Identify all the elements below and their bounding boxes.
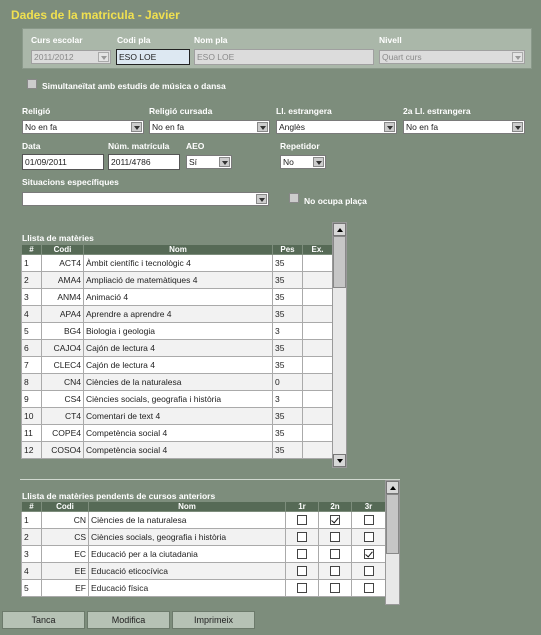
row-ex — [303, 272, 333, 289]
pendents-table — [21, 501, 386, 597]
chevron-down-icon — [512, 122, 523, 132]
repetidor-select[interactable] — [280, 155, 326, 169]
table-row[interactable] — [22, 374, 333, 391]
repetidor-label: Repetidor — [280, 141, 320, 151]
simultaneitat-checkbox[interactable] — [27, 79, 37, 89]
row-num: 10 — [22, 408, 42, 425]
situacions-select[interactable] — [22, 192, 269, 206]
no-ocupa-checkbox[interactable] — [289, 193, 299, 203]
pending-c2-checkbox[interactable] — [330, 566, 340, 576]
aeo-label: AEO — [186, 141, 205, 151]
col-nom: Nom — [84, 245, 273, 255]
llengua2-label: 2a Ll. estrangera — [403, 106, 471, 116]
cell-c3 — [352, 512, 386, 529]
table-row[interactable] — [22, 323, 333, 340]
row-ex — [303, 289, 333, 306]
col-pes: Pes — [273, 245, 303, 255]
pending-c1-checkbox[interactable] — [297, 583, 307, 593]
llengua-select[interactable] — [276, 120, 397, 134]
row-pes: 35 — [273, 255, 303, 272]
row-num: 3 — [22, 546, 42, 563]
row-codi: EE — [42, 563, 89, 580]
row-codi: COSO4 — [42, 442, 84, 459]
table-row[interactable] — [22, 391, 333, 408]
llengua2-select[interactable] — [403, 120, 525, 134]
cell-c1 — [286, 563, 319, 580]
religio-cursada-value: No en fa — [152, 122, 185, 132]
row-codi: BG4 — [42, 323, 84, 340]
row-ex — [303, 323, 333, 340]
row-num: 1 — [22, 255, 42, 272]
cell-c3 — [352, 546, 386, 563]
no-ocupa-label: No ocupa plaça — [304, 196, 367, 206]
codi-pla-label: Codi pla — [117, 35, 151, 45]
row-num: 7 — [22, 357, 42, 374]
table-row[interactable] — [22, 425, 333, 442]
col-codi: Codi — [42, 245, 84, 255]
pending-c2-checkbox[interactable] — [330, 515, 340, 525]
table-row[interactable] — [22, 255, 333, 272]
table-row[interactable] — [22, 529, 386, 546]
table-row[interactable] — [22, 408, 333, 425]
row-num: 12 — [22, 442, 42, 459]
row-pes: 3 — [273, 323, 303, 340]
row-codi: CT4 — [42, 408, 84, 425]
num-matricula-field[interactable]: 2011/4786 — [108, 154, 180, 170]
religio-cursada-select[interactable] — [149, 120, 270, 134]
row-ex — [303, 442, 333, 459]
row-codi: APA4 — [42, 306, 84, 323]
chevron-down-icon — [131, 122, 142, 132]
col-1r: 1r — [286, 502, 319, 512]
pending-c1-checkbox[interactable] — [297, 566, 307, 576]
row-nom: Àmbit científic i tecnològic 4 — [84, 255, 273, 272]
codi-pla-field[interactable]: ESO LOE — [116, 49, 190, 65]
row-pes: 35 — [273, 340, 303, 357]
cell-c2 — [319, 563, 352, 580]
cell-c2 — [319, 546, 352, 563]
pending-c1-checkbox[interactable] — [297, 515, 307, 525]
row-ex — [303, 374, 333, 391]
pending-c1-checkbox[interactable] — [297, 532, 307, 542]
cell-c3 — [352, 529, 386, 546]
table-row[interactable] — [22, 546, 386, 563]
cell-c2 — [319, 580, 352, 597]
chevron-down-icon — [98, 52, 109, 62]
data-label: Data — [22, 141, 41, 151]
cell-c1 — [286, 580, 319, 597]
row-pes: 35 — [273, 408, 303, 425]
data-field[interactable]: 01/09/2011 — [22, 154, 104, 170]
row-codi: CN — [42, 512, 89, 529]
chevron-down-icon — [257, 122, 268, 132]
pendents-table-wrap — [21, 501, 386, 597]
scroll-down-icon[interactable] — [333, 454, 346, 467]
nom-pla-field[interactable]: ESO LOE — [194, 49, 374, 65]
row-codi: EF — [42, 580, 89, 597]
row-codi: COPE4 — [42, 425, 84, 442]
llengua-value: Anglès — [279, 122, 305, 132]
pending-c2-checkbox[interactable] — [330, 532, 340, 542]
cell-c1 — [286, 546, 319, 563]
religio-cursada-label: Religió cursada — [149, 106, 213, 116]
row-ex — [303, 357, 333, 374]
aeo-value: Sí — [189, 157, 198, 167]
row-codi: ACT4 — [42, 255, 84, 272]
pending-c1-checkbox[interactable] — [297, 549, 307, 559]
table-row[interactable] — [22, 357, 333, 374]
row-num: 2 — [22, 529, 42, 546]
row-num: 5 — [22, 323, 42, 340]
row-nom: Biologia i geologia — [84, 323, 273, 340]
table-row[interactable] — [22, 289, 333, 306]
row-nom: Ciències de la naturalesa — [84, 374, 273, 391]
chevron-down-icon — [384, 122, 395, 132]
scroll-up-icon[interactable] — [386, 481, 399, 494]
row-ex — [303, 408, 333, 425]
cell-c2 — [319, 512, 352, 529]
row-nom: Educació eticocívica — [89, 563, 286, 580]
row-num: 2 — [22, 272, 42, 289]
pendents-title: Llista de matèries pendents de cursos anteriors — [22, 491, 216, 501]
row-pes: 3 — [273, 391, 303, 408]
row-nom: Comentari de text 4 — [84, 408, 273, 425]
num-matricula-label: Núm. matrícula — [108, 141, 170, 151]
row-num: 1 — [22, 512, 42, 529]
llengua-label: Ll. estrangera — [276, 106, 332, 116]
row-nom: Ciències de la naturalesa — [89, 512, 286, 529]
pending-c3-checkbox[interactable] — [364, 532, 374, 542]
chevron-down-icon — [313, 157, 324, 167]
row-num: 4 — [22, 563, 42, 580]
row-codi: CLEC4 — [42, 357, 84, 374]
chevron-down-icon — [512, 52, 523, 62]
row-nom: Ampliació de matemàtiques 4 — [84, 272, 273, 289]
col-3r: 3r — [352, 502, 386, 512]
row-nom: Animació 4 — [84, 289, 273, 306]
row-num: 5 — [22, 580, 42, 597]
curs-value: 2011/2012 — [34, 52, 74, 62]
curs-label: Curs escolar — [31, 35, 83, 45]
table-row[interactable] — [22, 272, 333, 289]
row-codi: CN4 — [42, 374, 84, 391]
aeo-select[interactable] — [186, 155, 232, 169]
row-num: 6 — [22, 340, 42, 357]
row-nom: Educació física — [89, 580, 286, 597]
pending-c2-checkbox[interactable] — [330, 549, 340, 559]
row-pes: 35 — [273, 357, 303, 374]
divider — [20, 479, 400, 480]
nom-pla-label: Nom pla — [194, 35, 228, 45]
row-codi: EC — [42, 546, 89, 563]
row-codi: ANM4 — [42, 289, 84, 306]
cell-c1 — [286, 529, 319, 546]
col-nom: Nom — [89, 502, 286, 512]
col-num: # — [22, 502, 42, 512]
row-ex — [303, 306, 333, 323]
row-nom: Cajón de lectura 4 — [84, 357, 273, 374]
row-nom: Ciències socials, geografia i història — [84, 391, 273, 408]
curs-select[interactable] — [31, 50, 111, 64]
row-ex — [303, 391, 333, 408]
tanca-button[interactable]: Tanca — [2, 611, 85, 629]
chevron-down-icon — [219, 157, 230, 167]
cell-c1 — [286, 512, 319, 529]
religio-label: Religió — [22, 106, 51, 116]
nivell-label: Nivell — [379, 35, 402, 45]
col-codi: Codi — [42, 502, 89, 512]
scroll-up-icon[interactable] — [333, 223, 346, 236]
chevron-down-icon — [256, 194, 267, 204]
modifica-button[interactable]: Modifica — [87, 611, 170, 629]
materies-table-wrap — [21, 244, 333, 459]
row-codi: CAJO4 — [42, 340, 84, 357]
simultaneitat-label: Simultaneïtat amb estudis de música o dansa — [42, 81, 226, 91]
row-pes: 35 — [273, 289, 303, 306]
llengua2-value: No en fa — [406, 122, 439, 132]
row-pes: 35 — [273, 425, 303, 442]
nivell-value: Quart curs — [382, 52, 422, 62]
table-row[interactable] — [22, 580, 386, 597]
scrollbar-thumb[interactable] — [386, 494, 399, 554]
row-ex — [303, 340, 333, 357]
row-codi: CS — [42, 529, 89, 546]
row-pes: 35 — [273, 442, 303, 459]
pending-c3-checkbox[interactable] — [364, 566, 374, 576]
row-codi: CS4 — [42, 391, 84, 408]
row-nom: Ciències socials, geografia i història — [89, 529, 286, 546]
row-num: 11 — [22, 425, 42, 442]
row-pes: 0 — [273, 374, 303, 391]
col-ex: Ex. — [303, 245, 333, 255]
pendents-scrollbar[interactable] — [385, 480, 400, 605]
row-ex — [303, 425, 333, 442]
row-pes: 35 — [273, 306, 303, 323]
row-num: 9 — [22, 391, 42, 408]
table-row[interactable] — [22, 442, 333, 459]
pending-c3-checkbox[interactable] — [364, 583, 374, 593]
cell-c3 — [352, 580, 386, 597]
religio-select[interactable] — [22, 120, 144, 134]
table-row[interactable] — [22, 512, 386, 529]
row-nom: Competència social 4 — [84, 425, 273, 442]
row-num: 4 — [22, 306, 42, 323]
repetidor-value: No — [283, 157, 294, 167]
row-pes: 35 — [273, 272, 303, 289]
situacions-label: Situacions específiques — [22, 177, 119, 187]
table-row[interactable] — [22, 340, 333, 357]
row-nom: Aprendre a aprendre 4 — [84, 306, 273, 323]
row-codi: AMA4 — [42, 272, 84, 289]
pending-c2-checkbox[interactable] — [330, 583, 340, 593]
cell-c2 — [319, 529, 352, 546]
materies-title: Llista de matèries — [22, 233, 94, 243]
page-title: Dades de la matricula - Javier — [11, 8, 180, 22]
row-ex — [303, 255, 333, 272]
table-row[interactable] — [22, 306, 333, 323]
cell-c3 — [352, 563, 386, 580]
nivell-select[interactable] — [379, 50, 525, 64]
col-num: # — [22, 245, 42, 255]
row-num: 8 — [22, 374, 42, 391]
religio-value: No en fa — [25, 122, 58, 132]
scrollbar-thumb[interactable] — [333, 236, 346, 288]
row-nom: Educació per a la ciutadania — [89, 546, 286, 563]
pending-c3-checkbox[interactable] — [364, 515, 374, 525]
row-num: 3 — [22, 289, 42, 306]
col-2n: 2n — [319, 502, 352, 512]
materies-scrollbar[interactable] — [332, 222, 347, 468]
imprimeix-button[interactable]: Imprimeix — [172, 611, 255, 629]
materies-table — [21, 244, 333, 459]
row-nom: Cajón de lectura 4 — [84, 340, 273, 357]
row-nom: Competència social 4 — [84, 442, 273, 459]
pending-c3-checkbox[interactable] — [364, 549, 374, 559]
table-row[interactable] — [22, 563, 386, 580]
